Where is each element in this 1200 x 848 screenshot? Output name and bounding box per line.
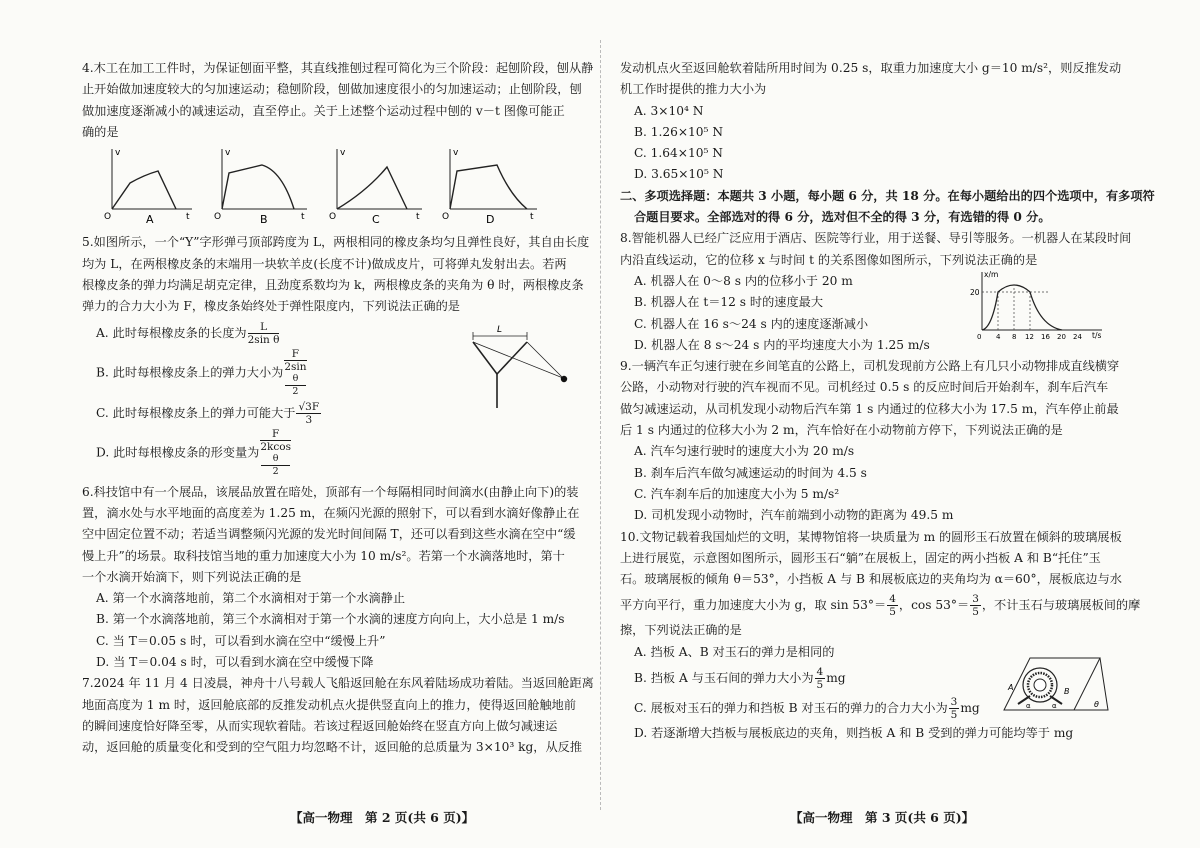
q8-line: 内沿直线运动，它的位移 x 与时间 t 的关系图像如图所示，下列说法正确的是 [620, 252, 1038, 267]
x-tick: 8 [1012, 333, 1017, 341]
q7-option-c[interactable]: C. 1.64×10⁵ N [634, 146, 723, 161]
q6-line: 6.科技馆中有一个展品，该展品放置在暗处，顶部有一个每隔相同时间滴水(由静止向下)的装 [82, 484, 579, 499]
axis-v: v [115, 148, 121, 159]
q7-option-a[interactable]: A. 3×10⁴ N [634, 103, 704, 118]
axis-v: v [453, 148, 459, 159]
section-line: 合题目要求。全部选对的得 6 分，选对但不全的得 3 分，有选错的得 0 分。 [634, 210, 1051, 225]
graph-d [442, 148, 537, 225]
q7-line: 7.2024 年 11 月 4 日凌晨，神舟十八号载人飞船返回舱在东风着陆场成功着陆。当返回舱距离 [82, 676, 594, 691]
x-tick: 4 [996, 333, 1001, 341]
q6-line: 空中固定位置不动；若适当调整频闪光源的发光时间间隔 T，还可以看到这些水滴在空中“缓 [82, 527, 576, 542]
q5-line: 均为 L，在两根橡皮条的末端用一块软羊皮(长度不计)做成皮片，可将弹丸发射出去。若两 [82, 256, 567, 271]
q5-line: 5.如图所示，一个“Y”字形弹弓顶部跨度为 L，两根相同的橡皮条均匀且弹性良好，其自由长度 [82, 235, 590, 250]
question-8 [620, 228, 1180, 356]
fig-label-theta: θ [1094, 699, 1099, 709]
fig-label-a: A [1008, 682, 1014, 692]
fig-label-b: B [1064, 686, 1070, 696]
axis-v: v [225, 148, 231, 159]
q10-line: 上进行展览，示意图如图所示，圆形玉石“躺”在展板上，固定的两小挡板 A 和 B“托住”玉 [620, 550, 1101, 565]
q6-option-d[interactable]: D. 当 T＝0.04 s 时，可以看到水滴在空中缓慢下降 [96, 655, 374, 670]
q10-line: 石。玻璃展板的倾角 θ＝53°，小挡板 A 与 B 和展板底边的夹角均为 α＝60°，展板底边与水 [620, 572, 1122, 587]
q9-line: 做匀减速运动，从司机发现小动物后汽车第 1 s 内通过的位移大小为 17.5 m，汽车停止前最 [620, 401, 1119, 416]
q8-option-d[interactable]: D. 机器人在 8 s～24 s 内的平均速度大小为 1.25 m/s [634, 337, 930, 352]
graph-y-tick: 20 [970, 288, 980, 298]
q6-option-a[interactable]: A. 第一个水滴落地前，第二个水滴相对于第一个水滴静止 [96, 591, 406, 606]
section-line: 二、多项选择题：本题共 3 小题，每小题 6 分，共 18 分。在每小题给出的四个选项中，有多项符 [620, 188, 1155, 203]
q7-option-d[interactable]: D. 3.65×10⁵ N [634, 167, 724, 182]
x-tick: 16 [1041, 333, 1050, 341]
right-page-footer: 【高一物理 第 3 页(共 6 页)】 [790, 810, 975, 825]
q9-option-d[interactable]: D. 司机发现小动物时，汽车前端到小动物的距离为 49.5 m [634, 508, 954, 523]
question-7-continued [620, 58, 1180, 186]
slingshot-label-l: L [497, 325, 503, 336]
axis-t: t [301, 212, 305, 223]
slingshot-figure [467, 322, 577, 412]
q7-line: 机工作时提供的推力大小为 [620, 82, 767, 97]
q7-line: 动，返回舱的质量变化和受到的空气阻力均忽略不计，返回舱的总质量为 3×10³ kg，从反推 [82, 740, 583, 755]
axis-t: t [416, 212, 420, 223]
q4-line: 止开始做加速度较大的匀加速运动；稳刨阶段，刨做加速度很小的匀加速运动；止刨阶段，刨 [82, 82, 582, 97]
question-7 [82, 673, 642, 758]
q8-option-c[interactable]: C. 机器人在 16 s～24 s 内的速度逐渐减小 [634, 316, 869, 331]
q10-line: 擦，下列说法正确的是 [620, 623, 742, 638]
q4-line: 4.木工在加工工件时，为保证刨面平整，其直线推刨过程可简化为三个阶段：起刨阶段，刨从静 [82, 61, 594, 75]
question-6 [82, 482, 642, 674]
left-page [82, 58, 642, 759]
q5-line: 根橡皮条的弹力均满足胡克定律，且劲度系数均为 k，两根橡皮条的夹角为 θ 时，两根橡皮条 [82, 278, 584, 293]
q7-line: 发动机点火至返回舱软着陆所用时间为 0.25 s，取重力加速度大小 g＝10 m/s²，则反推发动 [620, 61, 1122, 75]
q5-option-b[interactable]: B. 此时每根橡皮条上的弹力大小为 F 2sin θ 2 [96, 347, 307, 397]
q9-option-b[interactable]: B. 刹车后汽车做匀减速运动的时间为 4.5 s [634, 465, 867, 480]
q6-option-b[interactable]: B. 第一个水滴落地前，第三个水滴相对于第一个水滴的速度方向向上，大小总是 1 m/s [96, 612, 565, 627]
origin: O [329, 212, 337, 223]
jade-display-figure [1000, 652, 1112, 718]
q10-line: 10.文物记载着我国灿烂的文明，某博物馆将一块质量为 m 的圆形玉石放置在倾斜的玻璃展板 [620, 529, 1122, 544]
graph-label: A [146, 213, 154, 226]
graph-label: C [372, 213, 380, 226]
q10-option-a[interactable]: A. 挡板 A、B 对玉石的弹力是相同的 [634, 644, 835, 659]
q7-line: 的瞬间速度恰好降至零，从而实现软着陆。若该过程返回舱始终在竖直方向上做匀减速运 [82, 718, 558, 733]
q10-option-c[interactable]: C. 展板对玉石的弹力和挡板 B 对玉石的弹力的合力大小为 $\frac{3}{5}$ mg [634, 696, 980, 722]
q8-line: 8.智能机器人已经广泛应用于酒店、医院等行业，用于送餐、导引等服务。一机器人在某段时间 [620, 231, 1132, 246]
graph-c [329, 148, 422, 225]
q6-line: 慢上升”的场景。取科技馆当地的重力加速度大小为 10 m/s²。若第一个水滴落地时，第十 [82, 548, 565, 563]
graph-x-label: t/s [1092, 331, 1102, 341]
q6-option-c[interactable]: C. 当 T＝0.05 s 时，可以看到水滴在空中“缓慢上升” [96, 633, 386, 648]
q8-xt-graph [970, 268, 1110, 340]
x-tick: 0 [977, 333, 982, 341]
q9-option-c[interactable]: C. 汽车刹车后的加速度大小为 5 m/s² [634, 486, 840, 501]
graph-label: B [260, 213, 268, 226]
q4-line: 确的是 [82, 124, 119, 139]
q5-line: 弹力的合力大小为 F，橡皮条始终处于弹性限度内，下列说法正确的是 [82, 299, 460, 314]
fig-label-alpha: α [1052, 701, 1057, 710]
section-2-heading [620, 186, 1180, 229]
q9-option-a[interactable]: A. 汽车匀速行驶时的速度大小为 20 m/s [634, 444, 855, 459]
q8-option-b[interactable]: B. 机器人在 t＝12 s 时的速度最大 [634, 295, 824, 310]
axis-t: t [186, 212, 190, 223]
q6-line: 置，滴水处与水平地面的高度差为 1.25 m，在频闪光源的照射下，可以看到水滴好像静止在 [82, 505, 580, 520]
origin: O [442, 212, 450, 223]
q7-line: 地面高度为 1 m 时，返回舱底部的反推发动机点火提供竖直向上的推力，使得返回舱触地前 [82, 697, 577, 712]
q8-option-a[interactable]: A. 机器人在 0～8 s 内的位移小于 20 m [634, 273, 853, 288]
question-9 [620, 356, 1180, 526]
question-10 [620, 527, 1180, 745]
graph-y-label: x/m [984, 270, 999, 280]
q4-vt-graphs [82, 143, 622, 225]
axis-v: v [340, 148, 346, 159]
fig-label-alpha: α [1026, 701, 1031, 710]
origin: O [104, 212, 112, 223]
q10-option-d[interactable]: D. 若逐渐增大挡板与展板底边的夹角，则挡板 A 和 B 受到的弹力可能均等于 mg [634, 726, 1074, 741]
q10-line: 平方向平行，重力加速度大小为 g，取 sin 53°＝ $\frac{4}{5}$ ，cos 53°＝ $\frac{3}{5}$ ，不计玉石与玻璃展板间的摩 [620, 593, 1141, 619]
q5-option-c[interactable]: C. 此时每根橡皮条上的弹力可能大于 $\frac{√3F}{3}$ [96, 400, 320, 426]
question-4 [82, 58, 642, 232]
q6-line: 一个水滴开始滴下，则下列说法正确的是 [82, 569, 302, 584]
q9-line: 9.一辆汽车正匀速行驶在乡间笔直的公路上，司机发现前方公路上有几只小动物排成直线横穿 [620, 359, 1120, 374]
q9-line: 公路，小动物对行驶的汽车视而不见。司机经过 0.5 s 的反应时间后开始刹车，刹车后汽车 [620, 380, 1109, 395]
q10-option-b[interactable]: B. 挡板 A 与玉石间的弹力大小为 $\frac{4}{5}$ mg [634, 666, 846, 692]
q5-option-d[interactable]: D. 此时每根橡皮条的形变量为 F 2kcos θ 2 [96, 427, 291, 477]
origin: O [214, 212, 222, 223]
x-tick: 12 [1025, 333, 1034, 341]
q5-option-a[interactable]: A. 此时每根橡皮条的长度为 $\frac{L}{\text{2sin θ}}$ [96, 320, 280, 346]
q4-line: 做加速度逐渐减小的减速运动，直至停止。关于上述整个运动过程中刨的 v－t 图像可能正 [82, 103, 565, 118]
graph-a [104, 148, 192, 225]
right-page [620, 58, 1180, 744]
graph-b [214, 148, 307, 225]
left-page-footer: 【高一物理 第 2 页(共 6 页)】 [290, 810, 475, 825]
x-tick: 24 [1073, 333, 1082, 341]
question-5 [82, 232, 642, 477]
q9-line: 后 1 s 内通过的位移大小为 2 m，汽车恰好在小动物前方停下，下列说法正确的是 [620, 423, 1063, 438]
q7-option-b[interactable]: B. 1.26×10⁵ N [634, 124, 723, 139]
x-tick: 20 [1057, 333, 1066, 341]
axis-t: t [530, 212, 534, 223]
graph-label: D [486, 213, 495, 226]
